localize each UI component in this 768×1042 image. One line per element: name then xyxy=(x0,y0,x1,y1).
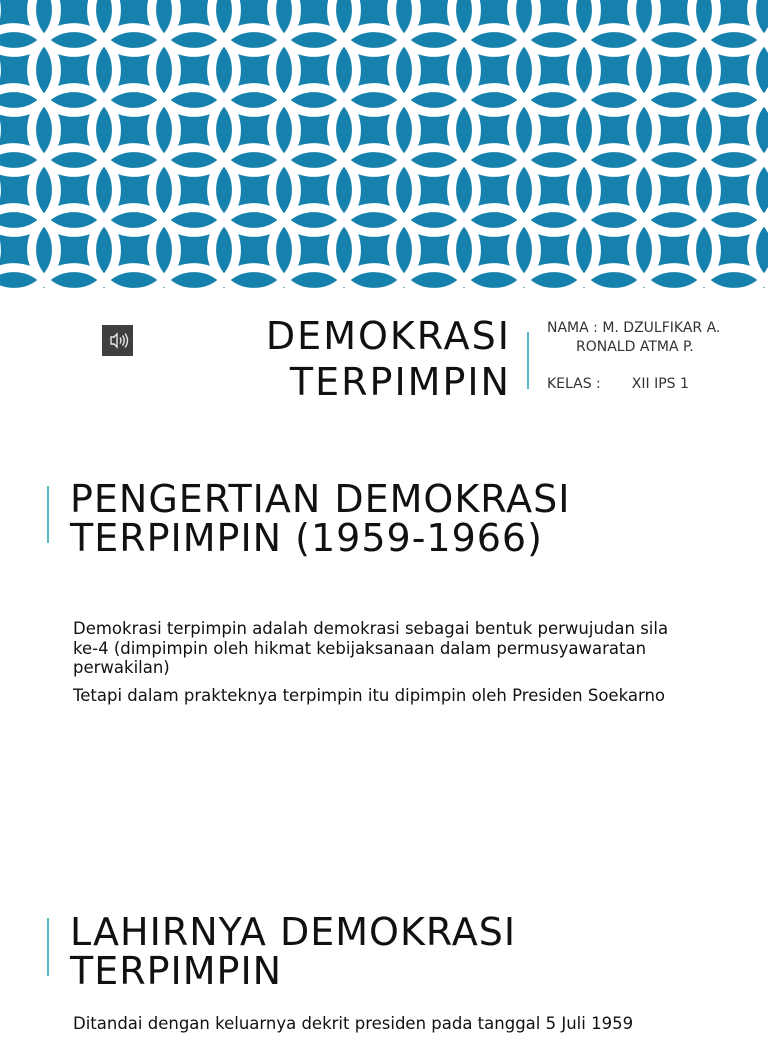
section-heading-line-1: LAHIRNYA DEMOKRASI xyxy=(70,910,517,954)
class-value: XII IPS 1 xyxy=(631,376,689,392)
body-paragraph: Demokrasi terpimpin adalah demokrasi sebagai bentuk perwujudan sila ke-4 (dimpimpin oleh hikmat kebijaksanaan dalam permusyawaratan perwakilan) xyxy=(73,619,669,677)
author-info xyxy=(547,319,762,394)
section-heading-line-2: TERPIMPIN (1959-1966) xyxy=(70,516,543,560)
author-name: NAMA : M. DZULFIKAR A. xyxy=(547,320,721,336)
class-info xyxy=(547,375,762,394)
title-divider xyxy=(527,332,529,389)
slide-title-line-1: DEMOKRASI xyxy=(265,314,511,358)
section-heading-line-1: PENGERTIAN DEMOKRASI xyxy=(70,477,571,521)
decorative-pattern-banner xyxy=(0,0,768,288)
speaker-glyph xyxy=(102,325,133,356)
body-paragraph: Tetapi dalam prakteknya terpimpin itu dipimpin oleh Presiden Soekarno xyxy=(73,685,666,705)
author-name-second: RONALD ATMA P. xyxy=(576,339,694,355)
section-accent-bar xyxy=(47,486,49,543)
section-body xyxy=(73,619,693,713)
body-paragraph: Ditandai dengan keluarnya dekrit presiden pada tanggal 5 Juli 1959 xyxy=(73,1014,634,1033)
circle-pattern-graphic xyxy=(0,0,768,288)
slide-title xyxy=(200,313,511,405)
speaker-icon[interactable] xyxy=(102,325,133,356)
section-heading xyxy=(70,477,730,560)
section-heading-line-2: TERPIMPIN xyxy=(70,949,283,993)
section-accent-bar xyxy=(47,918,49,976)
section-body xyxy=(73,1014,693,1042)
slide-title-line-2: TERPIMPIN xyxy=(289,360,511,404)
class-label: KELAS : xyxy=(547,376,601,392)
section-heading xyxy=(70,910,730,993)
